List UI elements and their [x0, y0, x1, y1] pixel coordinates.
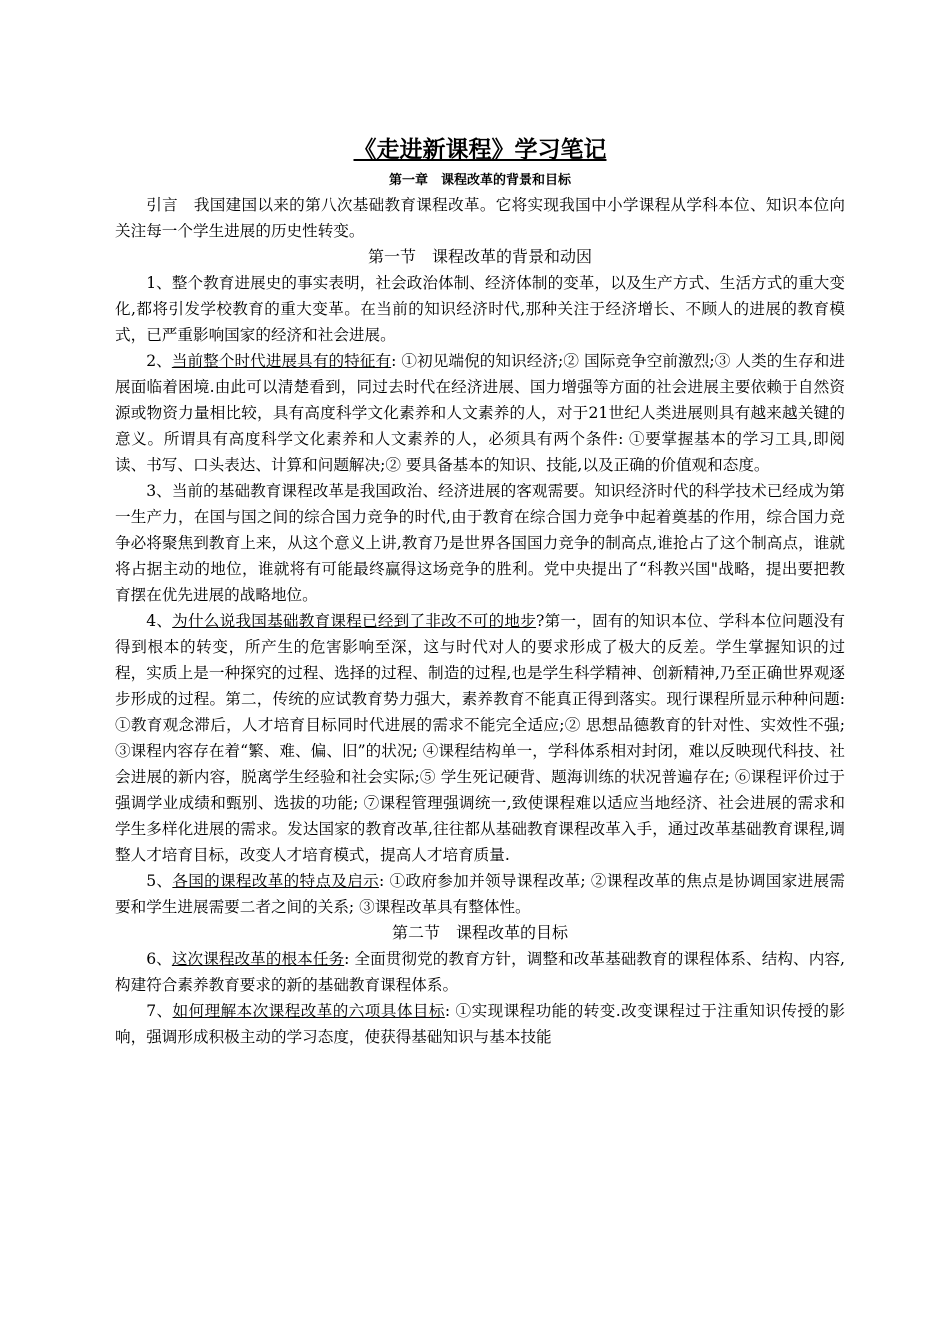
- page-title: 《走进新课程》学习笔记: [353, 137, 607, 163]
- para-body: : 全面贯彻党的教育方针，调整和改革基础教育的课程体系、结构、内容,构建符合素养教育要求的新的基础教育课程体系。: [115, 950, 845, 994]
- para-body: : ①政府参加并领导课程改革; ②课程改革的焦点是协调国家进展需要和学生进展需要二者之间的关系; ③课程改革具有整体性。: [115, 872, 846, 916]
- para-body: ?第一，固有的知识本位、学科本位问题没有得到根本的转变，所产生的危害影响至深，这与时代对人的要求形成了极大的反差。学生掌握知识的过程，实质上是一种探究的过程、选择的过程、制造的过程,也是学生科学精神、创新精神,乃至正确世界观逐步形成的过程。第二，传统的应试教育势力强大，素养教育不能真正得到落实。现行课程所显示种种问题: ①教育观念滞后，人才培育目标同时代进展的需求不能完全适应;② 思想品德教育的针对性、实效性不强; ③课程内容存在着“繁、难、偏、旧”的状况; ④课程结构单一，学科体系相对封闭，难以反映现代科技、社会进展的新内容，脱离学生经验和社会实际;⑤ 学生死记硬背、题海训练的状况普遍存在; ⑥课程评价过于强调学业成绩和甄别、选拔的功能; ⑦课程管理强调统一,致使课程难以适应当地经济、社会进展的需求和学生多样化进展的需求。发达国家的教育改革,往往都从基础教育课程改革入手，通过改革基础教育课程,调整人才培育目标，改变人才培育模式，提高人才培育质量.: [115, 612, 845, 864]
- para-number: 4、: [146, 612, 173, 630]
- section-heading-1: 第一节 课程改革的背景和动因: [367, 247, 592, 266]
- underlined-key-phrase: 当前整个时代进展具有的特征有: [171, 352, 392, 370]
- chapter-heading: 第一章 课程改革的背景和目标: [388, 173, 571, 188]
- document-page: [115, 134, 845, 1050]
- section-heading-2: 第二节 课程改革的目标: [391, 923, 568, 942]
- paragraph-7: [115, 998, 845, 1050]
- intro-paragraph: 引言 我国建国以来的第八次基础教育课程改革。它将实现我国中小学课程从学科本位、知识本位向关注每一个学生进展的历史性转变。: [115, 196, 845, 240]
- paragraph-1: 1、整个教育进展史的事实表明，社会政治体制、经济体制的变革，以及生产方式、生活方式的重大变化,都将引发学校教育的重大变革。在当前的知识经济时代,那种关注于经济增长、不顾人的进展的教育模式，已严重影响国家的经济和社会进展。: [115, 274, 845, 344]
- para-body: : ①实现课程功能的转变.改变课程过于注重知识传授的影响，强调形成积极主动的学习态度，使获得基础知识与基本技能: [115, 1002, 846, 1046]
- underlined-key-phrase: 为什么说我国基础教育课程已经到了非改不可的地步: [172, 612, 537, 630]
- paragraph-3: 3、当前的基础教育课程改革是我国政治、经济进展的客观需要。知识经济时代的科学技术已经成为第一生产力，在国与国之间的综合国力竞争的时代,由于教育在综合国力竞争中起着奠基的作用，综合国力竞争必将聚焦到教育上来，从这个意义上讲,教育乃是世界各国国力竞争的制高点,谁抢占了这个制高点，谁就将占据主动的地位，谁就将有可能最终赢得这场竞争的胜利。党中央提出了“科教兴国"战略，提出要把教育摆在优先进展的战略地位。: [115, 482, 845, 604]
- paragraph-6: [115, 946, 845, 998]
- underlined-key-phrase: 这次课程改革的根本任务: [171, 950, 345, 968]
- para-number: 7、: [146, 1002, 173, 1020]
- paragraph-2: [115, 348, 845, 478]
- para-number: 6、: [146, 950, 172, 968]
- paragraph-5: [115, 868, 845, 920]
- para-number: 5、: [146, 872, 173, 890]
- paragraph-4: [115, 608, 845, 868]
- para-number: 2、: [146, 352, 172, 370]
- underlined-key-phrase: 如何理解本次课程改革的六项具体目标: [172, 1002, 445, 1020]
- underlined-key-phrase: 各国的课程改革的特点及启示: [172, 872, 380, 890]
- para-body: : ①初见端倪的知识经济;② 国际竞争空前激烈;③ 人类的生存和进展面临着困境.由此可以清楚看到，同过去时代在经济进展、国力增强等方面的社会进展主要依赖于自然资源或物资力量相比较，具有高度科学文化素养和人文素养的人，对于21世纪人类进展则具有越来越关键的意义。所谓具有高度科学文化素养和人文素养的人，必须具有两个条件: ①要掌握基本的学习工具,即阅读、书写、口头表达、计算和问题解决;② 要具备基本的知识、技能,以及正确的价值观和态度。: [115, 352, 845, 474]
